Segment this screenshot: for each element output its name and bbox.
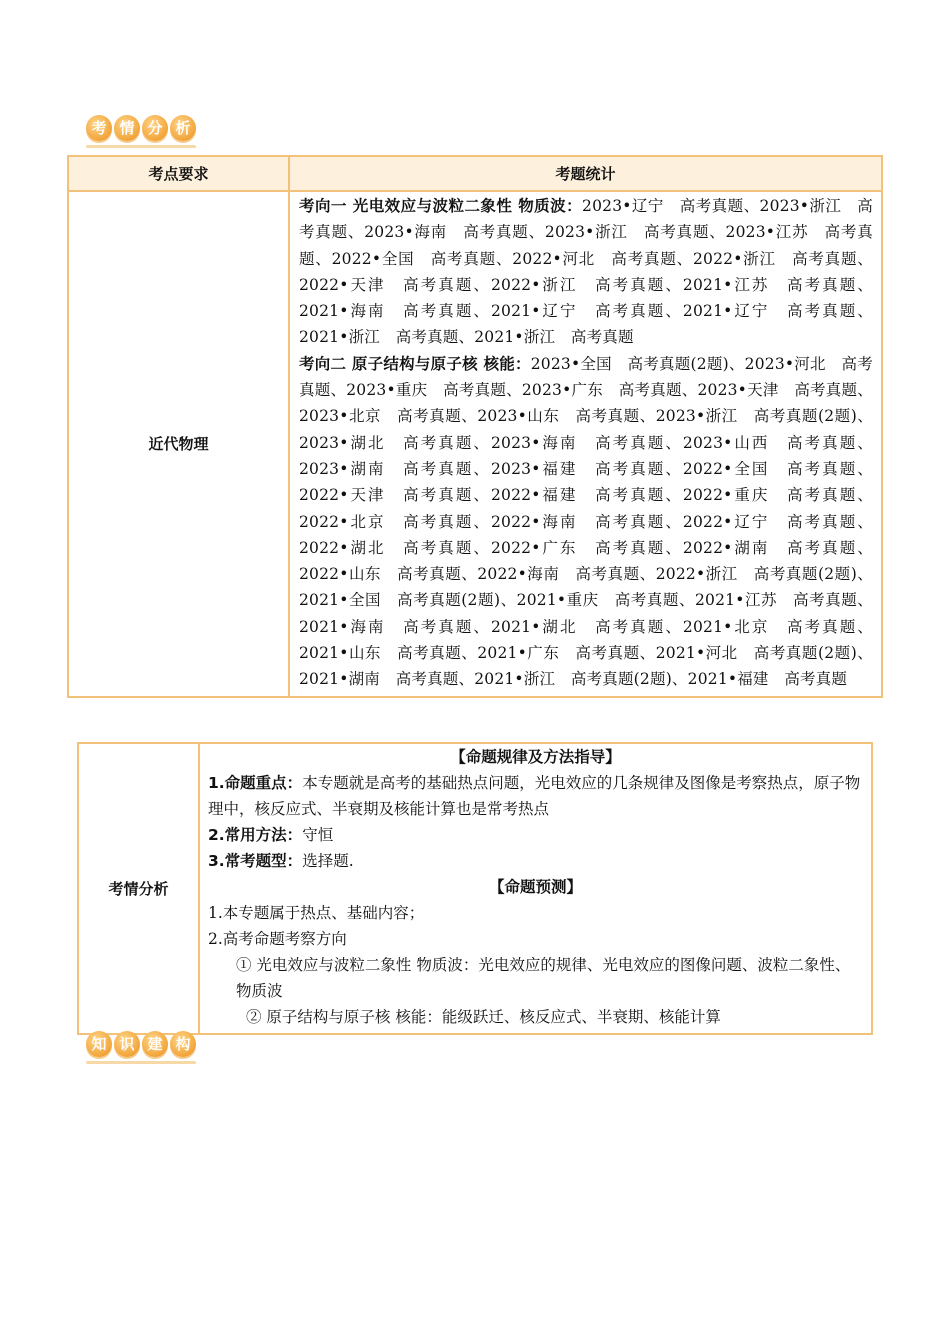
- direction-1: [299, 193, 873, 351]
- badge-underline: [86, 1061, 196, 1064]
- item-method-text: 守恒: [302, 826, 334, 844]
- table-row: [68, 191, 882, 697]
- table-header-row: [68, 156, 882, 191]
- badge-char: 构: [170, 1031, 196, 1057]
- direction-2-text: 2023•全国 高考真题(2题)、2023•河北 高考真题、2023•重庆 高考真题、2023•广东 高考真题、2023•天津 高考真题、2023•北京 高考真题、2023•山东 高考真题、2023•浙江 高考真题(2题)、2023•湖北 高考真题、2023•海南 高考真题、2023•山西 高考真题、2023•湖南 高考真题、2023•福建 高考真题、2022•全国 高考真题、2022•天津 高考真题、2022•福建 高考真题、2022•重庆 高考真题、2022•北京 高考真题、2022•海南 高考真题、2022•辽宁 高考真题、2022•湖北 高考真题、2022•广东 高考真题、2022•湖南 高考真题、2022•山东 高考真题、2022•海南 高考真题、2022•浙江 高考真题(2题)、2021•全国 高考真题(2题)、2021•重庆 高考真题、2021•江苏 高考真题、2021•海南 高考真题、2021•湖北 高考真题、2021•北京 高考真题、2021•山东 高考真题、2021•广东 高考真题、2021•河北 高考真题(2题)、2021•湖南 高考真题、2021•浙江 高考真题(2题)、2021•福建 高考真题: [299, 354, 873, 689]
- badge-char: 知: [86, 1031, 112, 1057]
- analysis-content: [199, 743, 872, 1034]
- direction-2: [299, 351, 873, 693]
- badge-underline: [86, 145, 196, 148]
- item-question-type-label: 3.常考题型：: [208, 852, 303, 870]
- badge-char: 考: [86, 115, 112, 141]
- item-focus: [208, 770, 863, 822]
- badge-char: 析: [170, 115, 196, 141]
- item-focus-label: 1.命题重点：: [208, 774, 303, 792]
- table-row: [78, 743, 872, 1034]
- item-focus-text: 本专题就是高考的基础热点问题，光电效应的几条规律及图像是考察热点，原子物理中，核反应式、半衰期及核能计算也是常考热点: [208, 774, 861, 818]
- exam-statistics-table: [67, 155, 883, 698]
- analysis-label: 考情分析: [78, 743, 199, 1034]
- statistics-cell: [289, 191, 882, 697]
- prediction-2: 2.高考命题考察方向: [208, 930, 347, 948]
- header-requirement: 考点要求: [68, 156, 289, 191]
- prediction-2a: ① 光电效应与波粒二象性 物质波：光电效应的规律、光电效应的图像问题、波粒二象性、物质波: [236, 956, 851, 1000]
- header-statistics: 考题统计: [289, 156, 882, 191]
- item-question-type-text: 选择题.: [302, 852, 354, 870]
- badge-char: 分: [142, 115, 168, 141]
- direction-1-text: 2023•辽宁 高考真题、2023•浙江 高考真题、2023•海南 高考真题、2023•浙江 高考真题、2023•江苏 高考真题、2022•全国 高考真题、2022•河北 高考真题、2022•浙江 高考真题、2022•天津 高考真题、2022•浙江 高考真题、2021•江苏 高考真题、2021•海南 高考真题、2021•辽宁 高考真题、2021•辽宁 高考真题、2021•浙江 高考真题、2021•浙江 高考真题: [299, 197, 873, 347]
- item-method: [208, 822, 863, 848]
- badge-char: 建: [142, 1031, 168, 1057]
- section-badge-knowledge: [86, 1031, 196, 1057]
- heading-rules: 【命题规律及方法指导】: [450, 748, 621, 766]
- prediction-2b: ② 原子结构与原子核 核能：能级跃迁、核反应式、半衰期、核能计算: [246, 1008, 721, 1026]
- prediction-1: 1.本专题属于热点、基础内容；: [208, 904, 425, 922]
- direction-2-label: 考向二 原子结构与原子核 核能：: [299, 354, 531, 373]
- item-method-label: 2.常用方法：: [208, 826, 303, 844]
- badge-char: 情: [114, 115, 140, 141]
- direction-1-label: 考向一 光电效应与波粒二象性 物质波：: [299, 197, 583, 215]
- badge-char: 识: [114, 1031, 140, 1057]
- section-badge-analysis: [86, 115, 196, 141]
- analysis-table: [77, 742, 873, 1035]
- heading-prediction: 【命题预测】: [488, 878, 582, 896]
- item-question-type: [208, 848, 863, 874]
- topic-cell: 近代物理: [68, 191, 289, 697]
